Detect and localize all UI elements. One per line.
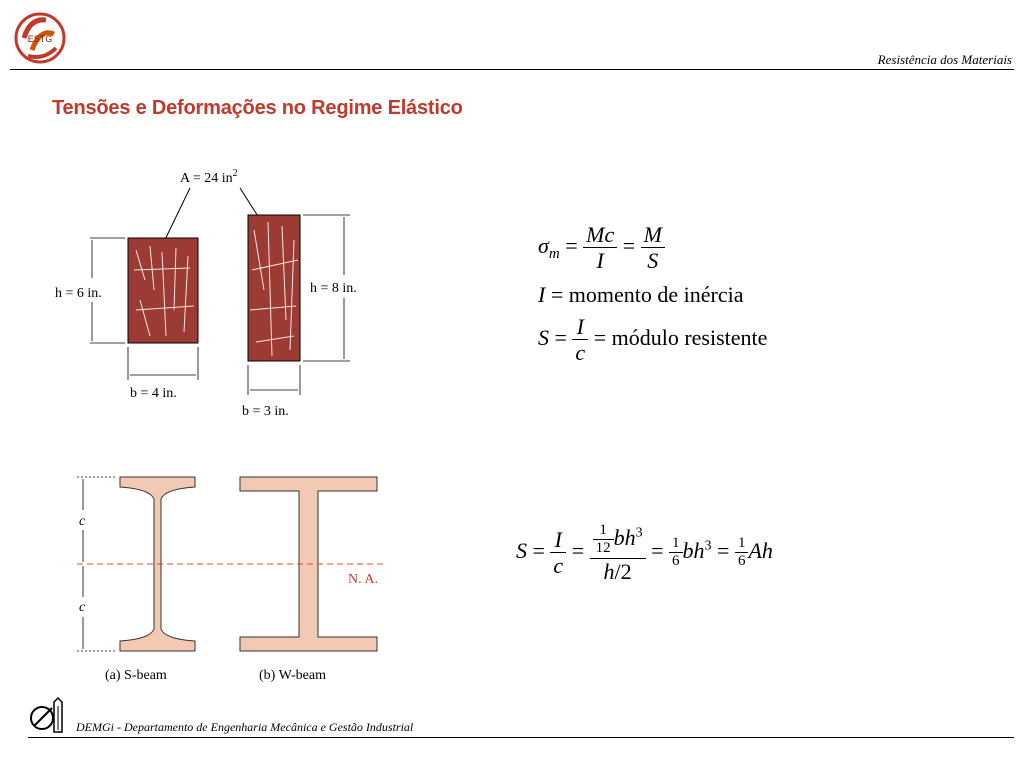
b-left-label: b = 4 in. <box>130 386 177 401</box>
frac-num: 1 <box>669 535 683 553</box>
area-label: A = 24 $in^2$ <box>180 168 238 186</box>
c-top-label: c <box>79 514 86 529</box>
frac-den: h/2 <box>603 558 632 584</box>
fraction-m-over-s <box>641 222 665 274</box>
exponent: 3 <box>635 525 643 541</box>
s-symbol: S <box>516 537 527 563</box>
fraction-mc-over-i <box>583 222 617 274</box>
bh-term: bh <box>682 537 705 563</box>
department-logo-icon <box>28 696 68 736</box>
sigma-subscript: m <box>548 246 560 263</box>
frac-den: 12 <box>595 540 611 557</box>
footer-department: DEMGi - Departamento de Engenharia Mecânica e Gestão Industrial <box>76 720 414 734</box>
inertia-definition: I = momento de inércia <box>538 281 744 307</box>
fraction-bh3-over-h2 <box>590 522 646 584</box>
frac-den: 6 <box>737 553 746 570</box>
one-sixth-a <box>669 535 683 571</box>
bh-term: bh <box>613 524 636 550</box>
page-title: Tensões e Deformações no Regime Elástico <box>52 97 463 119</box>
header-divider <box>10 69 1014 70</box>
fraction-i-over-c <box>572 314 588 366</box>
b-right-label: b = 3 in. <box>242 404 289 419</box>
inertia-symbol: I <box>538 281 546 307</box>
two-term: 2 <box>620 558 632 584</box>
frac-num: 1 <box>735 535 749 553</box>
frac-num: I <box>572 314 588 340</box>
section-modulus-rect-equation: S = $\frac{I}{c}$ = $\frac{1}{12}$ $bh^3$ h/2 = $\frac{1}{6}$ $bh^3$ = $\frac{1}{6}$ Ah <box>516 522 773 584</box>
frac-den: 6 <box>672 553 680 570</box>
frac-den: S <box>647 248 659 274</box>
frac-num: I <box>550 527 566 553</box>
caption-s-beam: (a) S-beam <box>105 668 167 683</box>
caption-w-beam: (b) W-beam <box>259 668 326 683</box>
frac-num: Mc <box>583 222 617 248</box>
beams-figure <box>65 465 395 690</box>
frac-num <box>590 522 646 559</box>
h-left-label: h = 6 in. <box>55 286 102 301</box>
sigma-symbol: σ <box>538 232 549 258</box>
one-twelfth <box>593 522 614 558</box>
ah-term: Ah <box>748 537 773 563</box>
course-title: Resistência dos Materiais <box>877 52 1012 67</box>
c-bottom-label: c <box>79 600 86 615</box>
one-sixth-b <box>735 535 749 571</box>
modulus-text: módulo resistente <box>611 324 768 350</box>
modulus-definition: S = $\frac{I}{c}$ = módulo resistente <box>538 313 768 365</box>
neutral-axis-label: N. A. <box>348 572 378 587</box>
frac-den: I <box>596 248 604 274</box>
rect-sections-figure <box>50 160 380 425</box>
footer-divider <box>28 737 1014 738</box>
frac-num: 1 <box>593 522 614 540</box>
frac-den: c <box>575 339 586 365</box>
h-term: h <box>603 558 615 584</box>
exponent: 3 <box>704 538 712 554</box>
frac-den: c <box>553 553 564 579</box>
h-right-label: h = 8 in. <box>310 281 357 296</box>
modulus-symbol: S <box>538 324 549 350</box>
school-logo <box>10 8 70 66</box>
frac-num: M <box>641 222 665 248</box>
bending-stress-equation: $\sigma_m$ = $\frac{Mc}{I}$ = $\frac{M}{S}$ I = momento de inércia S = $\frac{I}{c}$ = módulo resistente <box>538 222 828 365</box>
wood-section-6x4 <box>128 238 198 343</box>
fraction-i-over-c <box>550 527 566 579</box>
inertia-text: momento de inércia <box>568 281 744 307</box>
svg-text:ESTG: ESTG <box>27 34 53 44</box>
